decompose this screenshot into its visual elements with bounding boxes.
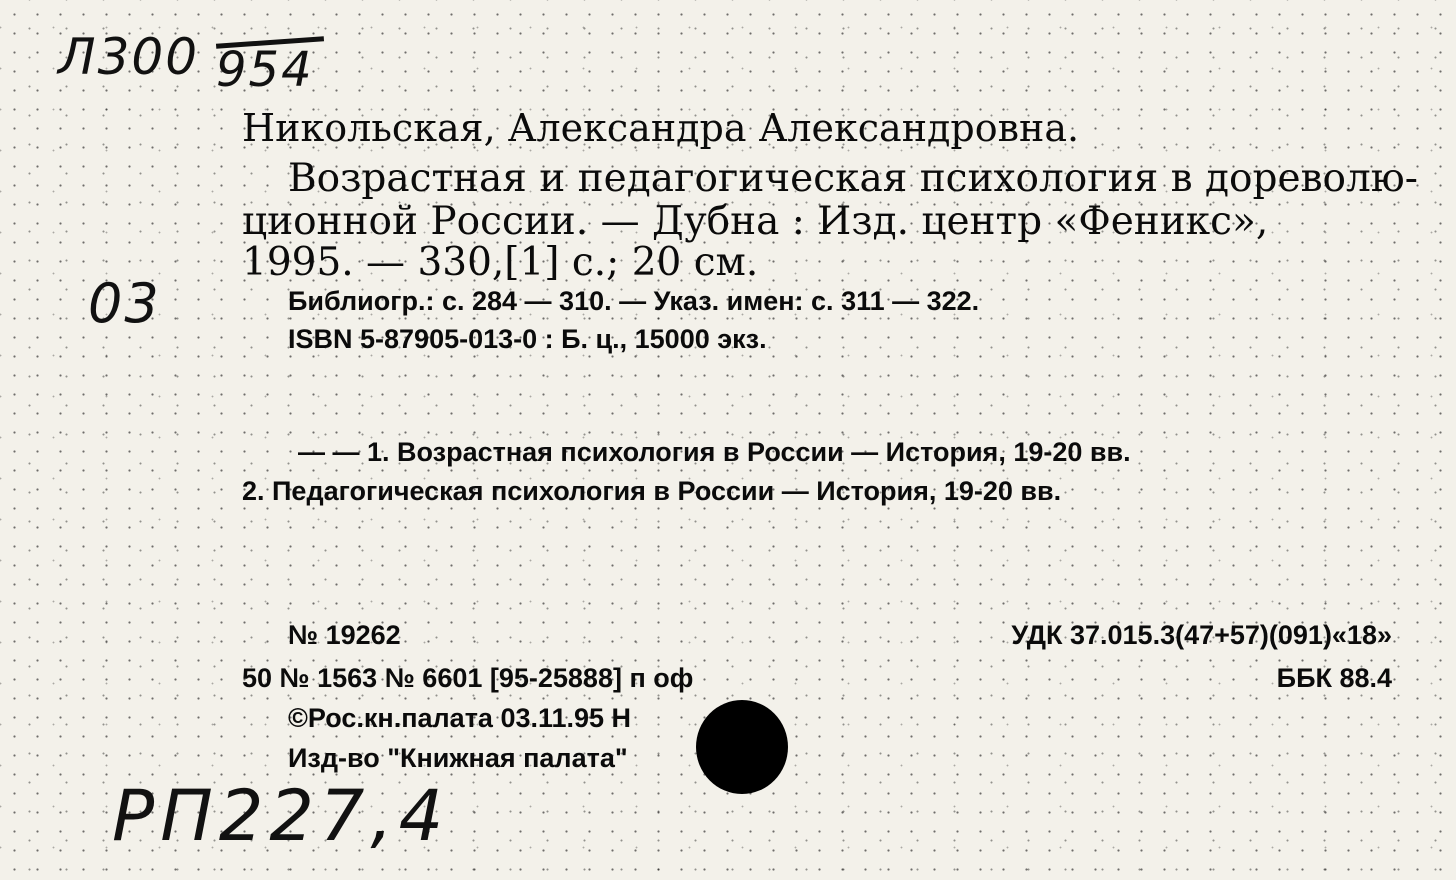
udk-code: УДК 37.015.3(47+57)(091)«18» [1011, 620, 1392, 650]
punch-hole [696, 700, 788, 794]
publisher-line: Изд-во "Книжная палата" [288, 743, 628, 773]
handwritten-call-number: РП227,4 [112, 775, 450, 857]
title-line-1: Возрастная и педагогическая психология в дореволю- [288, 156, 1418, 201]
isbn-line: ISBN 5-87905-013-0 : Б. ц., 15000 экз. [288, 324, 767, 354]
copyright-line: ©Рос.кн.палата 03.11.95 Н [288, 703, 632, 733]
handwritten-margin-code: 03 [88, 272, 161, 335]
handwritten-shelfmark: Л300 [58, 28, 200, 86]
subject-heading-2: 2. Педагогическая психология в России — История, 19-20 вв. [242, 476, 1062, 506]
bbk-code: ББК 88.4 [1276, 663, 1392, 693]
bibliography-note: Библиогр.: с. 284 — 310. — Указ. имен: с. 311 — 322. [288, 286, 980, 316]
handwritten-shelfmark-number: 954 [216, 42, 314, 98]
title-line-3: 1995. — 330,[1] с.; 20 см. [242, 240, 759, 285]
registry-line: 50 № 1563 № 6601 [95-25888] п оф [242, 663, 694, 693]
subject-heading-1: — — 1. Возрастная психология в России — История, 19-20 вв. [298, 437, 1131, 467]
title-line-2: ционной России. — Дубна : Изд. центр «Феникс», [242, 199, 1269, 244]
card-number: № 19262 [288, 620, 401, 650]
author-heading: Никольская, Александра Александровна. [242, 106, 1080, 150]
